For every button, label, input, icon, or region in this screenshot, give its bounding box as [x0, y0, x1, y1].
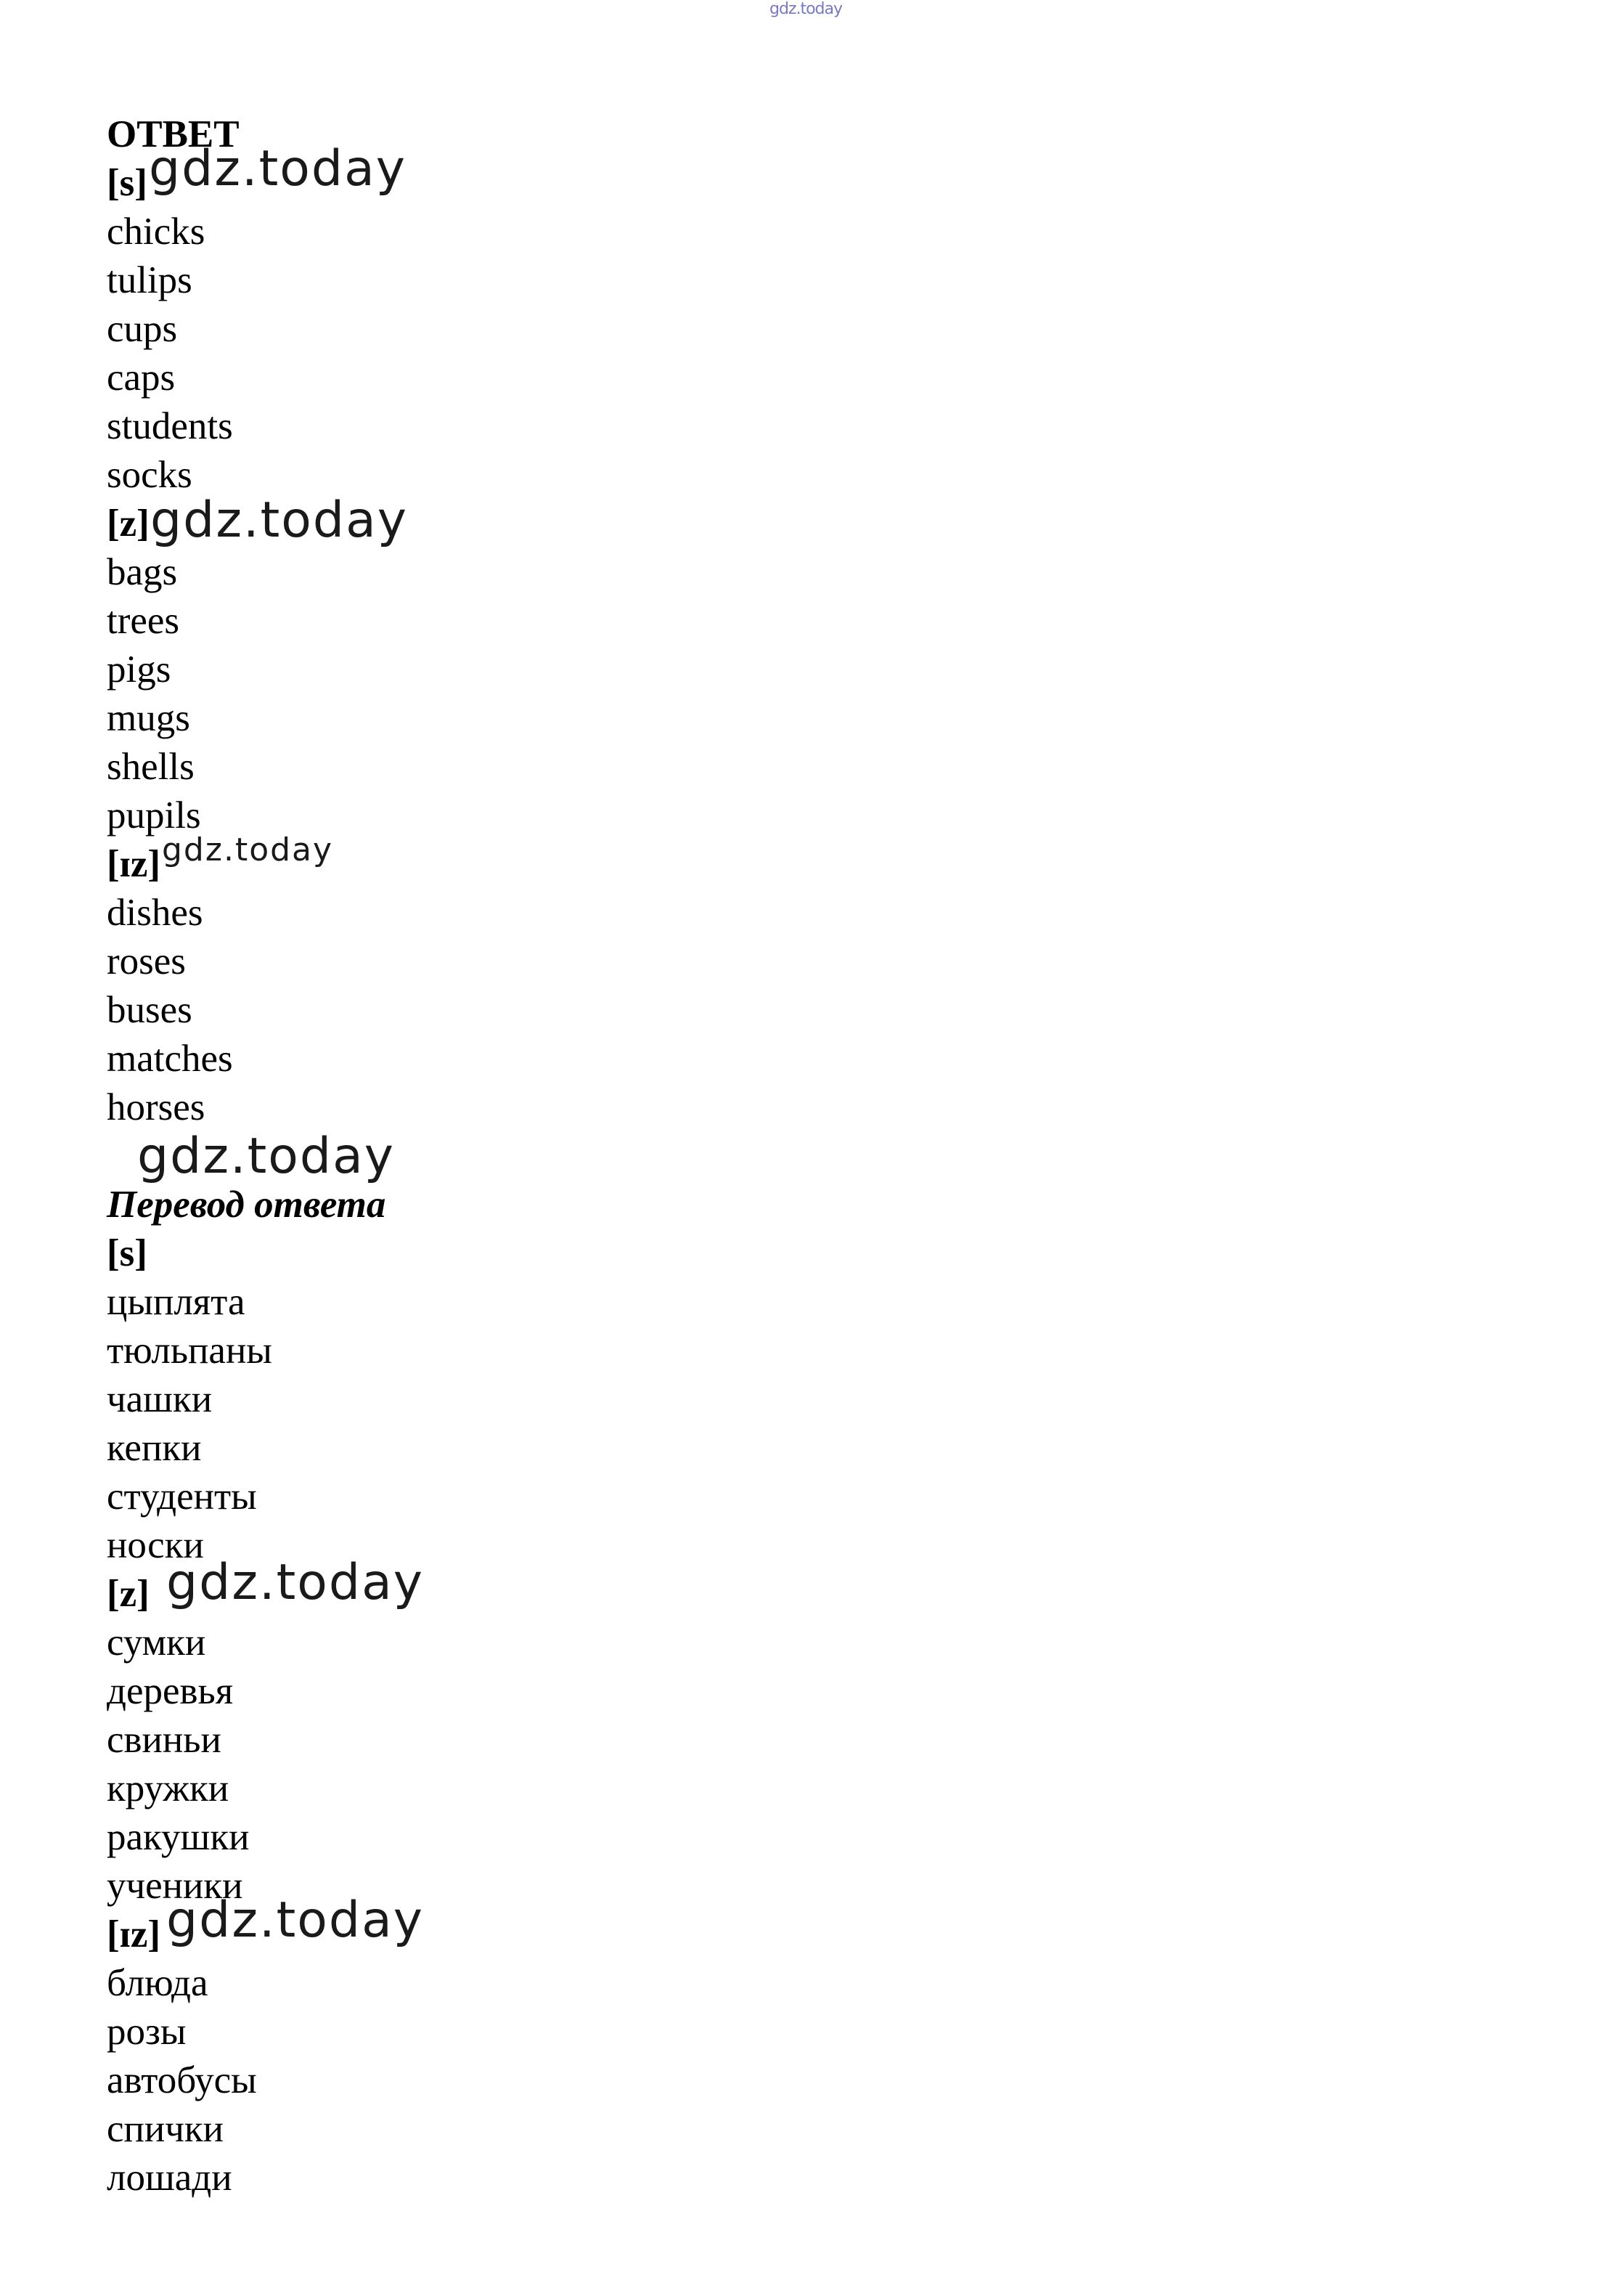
list-item: чашки: [107, 1378, 213, 1420]
translation-group-z-heading: [107, 1554, 978, 1619]
list-item: students: [107, 405, 233, 447]
list-item: тюльпаны: [107, 1330, 272, 1372]
list-item: кепки: [107, 1427, 202, 1469]
list-item: ракушки: [107, 1816, 250, 1858]
list-item: носки: [107, 1524, 204, 1566]
list-item: matches: [107, 1038, 233, 1080]
answer-group-s-heading: [107, 140, 978, 208]
list-item: лошади: [107, 2157, 232, 2199]
translation-title: Перевод ответа: [107, 1184, 386, 1226]
answer-title: ОТВЕТ: [107, 113, 240, 155]
watermark: gdz.today: [162, 831, 334, 868]
watermark: gdz.today: [166, 1892, 424, 1949]
list-item: horses: [107, 1086, 205, 1128]
list-item: кружки: [107, 1767, 229, 1809]
watermark: gdz.today: [137, 1128, 395, 1185]
list-item: сумки: [107, 1621, 206, 1664]
phonetic-label: [z]: [107, 502, 150, 545]
list-item: ученики: [107, 1865, 243, 1907]
document-body: [107, 110, 978, 2202]
list-item: tulips: [107, 259, 192, 301]
list-item: shells: [107, 746, 195, 788]
watermark: gdz.today: [166, 1554, 424, 1611]
list-item: caps: [107, 357, 176, 399]
list-item: trees: [107, 600, 180, 642]
translation-group-iz-heading: [107, 1892, 978, 1959]
list-item: cups: [107, 308, 178, 350]
phonetic-label: [s]: [107, 162, 147, 204]
list-item: dishes: [107, 892, 203, 934]
list-item: buses: [107, 989, 192, 1031]
answer-group-iz-heading: [107, 831, 978, 889]
list-item: свиньи: [107, 1719, 221, 1761]
list-item: розы: [107, 2011, 187, 2053]
phonetic-label: [ɪz]: [107, 1913, 161, 1955]
phonetic-label: [z]: [107, 1573, 150, 1615]
list-item: pigs: [107, 648, 171, 691]
list-item: спички: [107, 2108, 224, 2150]
watermark: gdz.today: [150, 492, 408, 549]
list-item: автобусы: [107, 2059, 257, 2101]
separator-row: [107, 1128, 978, 1185]
list-item: bags: [107, 551, 178, 593]
list-item: socks: [107, 454, 192, 496]
list-item: блюда: [107, 1962, 208, 2004]
translation-group-s-heading: [107, 1229, 978, 1278]
list-item: деревья: [107, 1670, 234, 1712]
list-item: chicks: [107, 211, 205, 253]
watermark: gdz.today: [149, 140, 407, 198]
list-item: roses: [107, 940, 186, 982]
top-watermark: gdz.today: [769, 0, 843, 18]
phonetic-label: [s]: [107, 1232, 147, 1274]
list-item: pupils: [107, 794, 201, 836]
answer-group-z-heading: [107, 492, 978, 549]
list-item: цыплята: [107, 1281, 245, 1323]
list-item: mugs: [107, 697, 190, 739]
list-item: студенты: [107, 1475, 257, 1518]
phonetic-label: [ɪz]: [107, 843, 161, 885]
